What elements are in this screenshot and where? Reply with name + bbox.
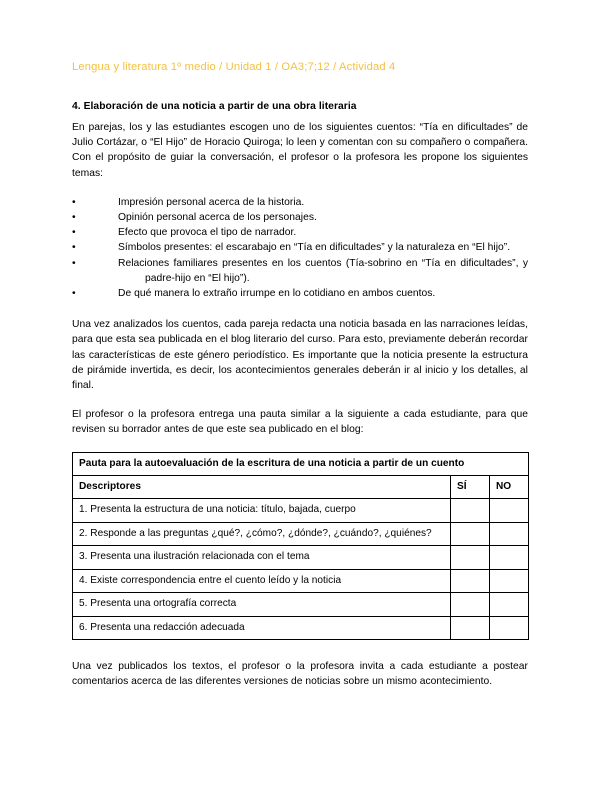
checkbox-cell-si[interactable] <box>451 522 490 545</box>
table-row <box>73 522 529 545</box>
rubric-caption: Pauta para la autoevaluación de la escritura de una noticia a partir de un cuento <box>73 452 529 475</box>
topics-list <box>72 195 528 301</box>
table-row <box>73 569 529 592</box>
table-row <box>73 593 529 616</box>
breadcrumb: Lengua y literatura 1º medio / Unidad 1 / OA3;7;12 / Actividad 4 <box>72 61 396 73</box>
column-header-no: NO <box>490 476 529 499</box>
checkbox-cell-si[interactable] <box>451 569 490 592</box>
bullet-icon <box>72 256 118 271</box>
intro-paragraph: En parejas, los y las estudiantes escogen uno de los siguientes cuentos: “Tía en dificultades” de Julio Cortázar, o “El Hijo” de Horacio Quiroga; lo leen y comentan con su compañero o compañera. Con el propósito de guiar la conversación, el profesor o la profesora les propone los siguientes temas: <box>72 122 528 179</box>
descriptor-cell: 3. Presenta una ilustración relacionada con el tema <box>73 546 451 569</box>
paragraph-four: Una vez publicados los textos, el profesor o la profesora invita a cada estudiante a postear comentarios acerca de las diferentes versiones de noticias sobre un mismo acontecimiento. <box>72 660 528 688</box>
paragraph-three: El profesor o la profesora entrega una pauta similar a la siguiente a cada estudiante, para que revisen su borrador antes de que este sea publicado en el blog: <box>72 409 528 436</box>
document-content <box>72 60 528 703</box>
column-header-si: SÍ <box>451 476 490 499</box>
table-row <box>73 546 529 569</box>
descriptor-cell: 5. Presenta una ortografía correcta <box>73 593 451 616</box>
checkbox-cell-si[interactable] <box>451 616 490 639</box>
descriptor-cell: 2. Responde a las preguntas ¿qué?, ¿cómo?, ¿dónde?, ¿cuándo?, ¿quiénes? <box>73 522 451 545</box>
checkbox-cell-si[interactable] <box>451 499 490 522</box>
table-row <box>73 616 529 639</box>
list-item-label: De qué manera lo extraño irrumpe en lo cotidiano en ambos cuentos. <box>118 288 436 300</box>
list-item <box>72 256 528 286</box>
table-row <box>73 499 529 522</box>
checkbox-cell-si[interactable] <box>451 546 490 569</box>
page-title: 4. Elaboración de una noticia a partir de una obra literaria <box>72 101 357 112</box>
table-header-row <box>73 476 529 499</box>
checkbox-cell-no[interactable] <box>490 616 529 639</box>
list-item-label: Opinión personal acerca de los personajes. <box>118 212 317 224</box>
list-item <box>72 240 528 255</box>
bullet-icon <box>72 225 118 240</box>
list-item <box>72 225 528 240</box>
bullet-icon <box>72 210 118 225</box>
checkbox-cell-no[interactable] <box>490 546 529 569</box>
list-item <box>72 286 528 301</box>
spacer <box>72 640 528 659</box>
list-item-label: Relaciones familiares presentes en los cuentos (Tía-sobrino en “Tía en dificultades”, y padre-hijo en “El hijo”). <box>118 257 528 284</box>
descriptor-cell: 4. Existe correspondencia entre el cuento leído y la noticia <box>73 569 451 592</box>
list-item-label: Efecto que provoca el tipo de narrador. <box>118 227 297 239</box>
checkbox-cell-no[interactable] <box>490 569 529 592</box>
paragraph-two: Una vez analizados los cuentos, cada pareja redacta una noticia basada en las narraciones leídas, para que esta sea publicada en el blog literario del curso. Para esto, previamente deberán recordar las características de este género periodístico. Es importante que la noticia presente la estructura de pirámide invertida, es decir, los acontecimientos generales deberán ir al inicio y los detalles, al final. <box>72 319 528 392</box>
bullet-icon <box>72 240 118 255</box>
bullet-icon <box>72 286 118 301</box>
bullet-icon <box>72 195 118 210</box>
checkbox-cell-si[interactable] <box>451 593 490 616</box>
checkbox-cell-no[interactable] <box>490 522 529 545</box>
list-item-label: Símbolos presentes: el escarabajo en “Tía en dificultades” y la naturaleza en “El hijo”. <box>118 242 511 254</box>
descriptor-cell: 1. Presenta la estructura de una noticia: título, bajada, cuerpo <box>73 499 451 522</box>
checkbox-cell-no[interactable] <box>490 499 529 522</box>
checkbox-cell-no[interactable] <box>490 593 529 616</box>
column-header-descriptores: Descriptores <box>73 476 451 499</box>
table-caption-row <box>73 452 529 475</box>
list-item <box>72 210 528 225</box>
descriptor-cell: 6. Presenta una redacción adecuada <box>73 616 451 639</box>
list-item <box>72 195 528 210</box>
rubric-table <box>72 452 529 640</box>
list-item-label: Impresión personal acerca de la historia. <box>118 196 305 208</box>
